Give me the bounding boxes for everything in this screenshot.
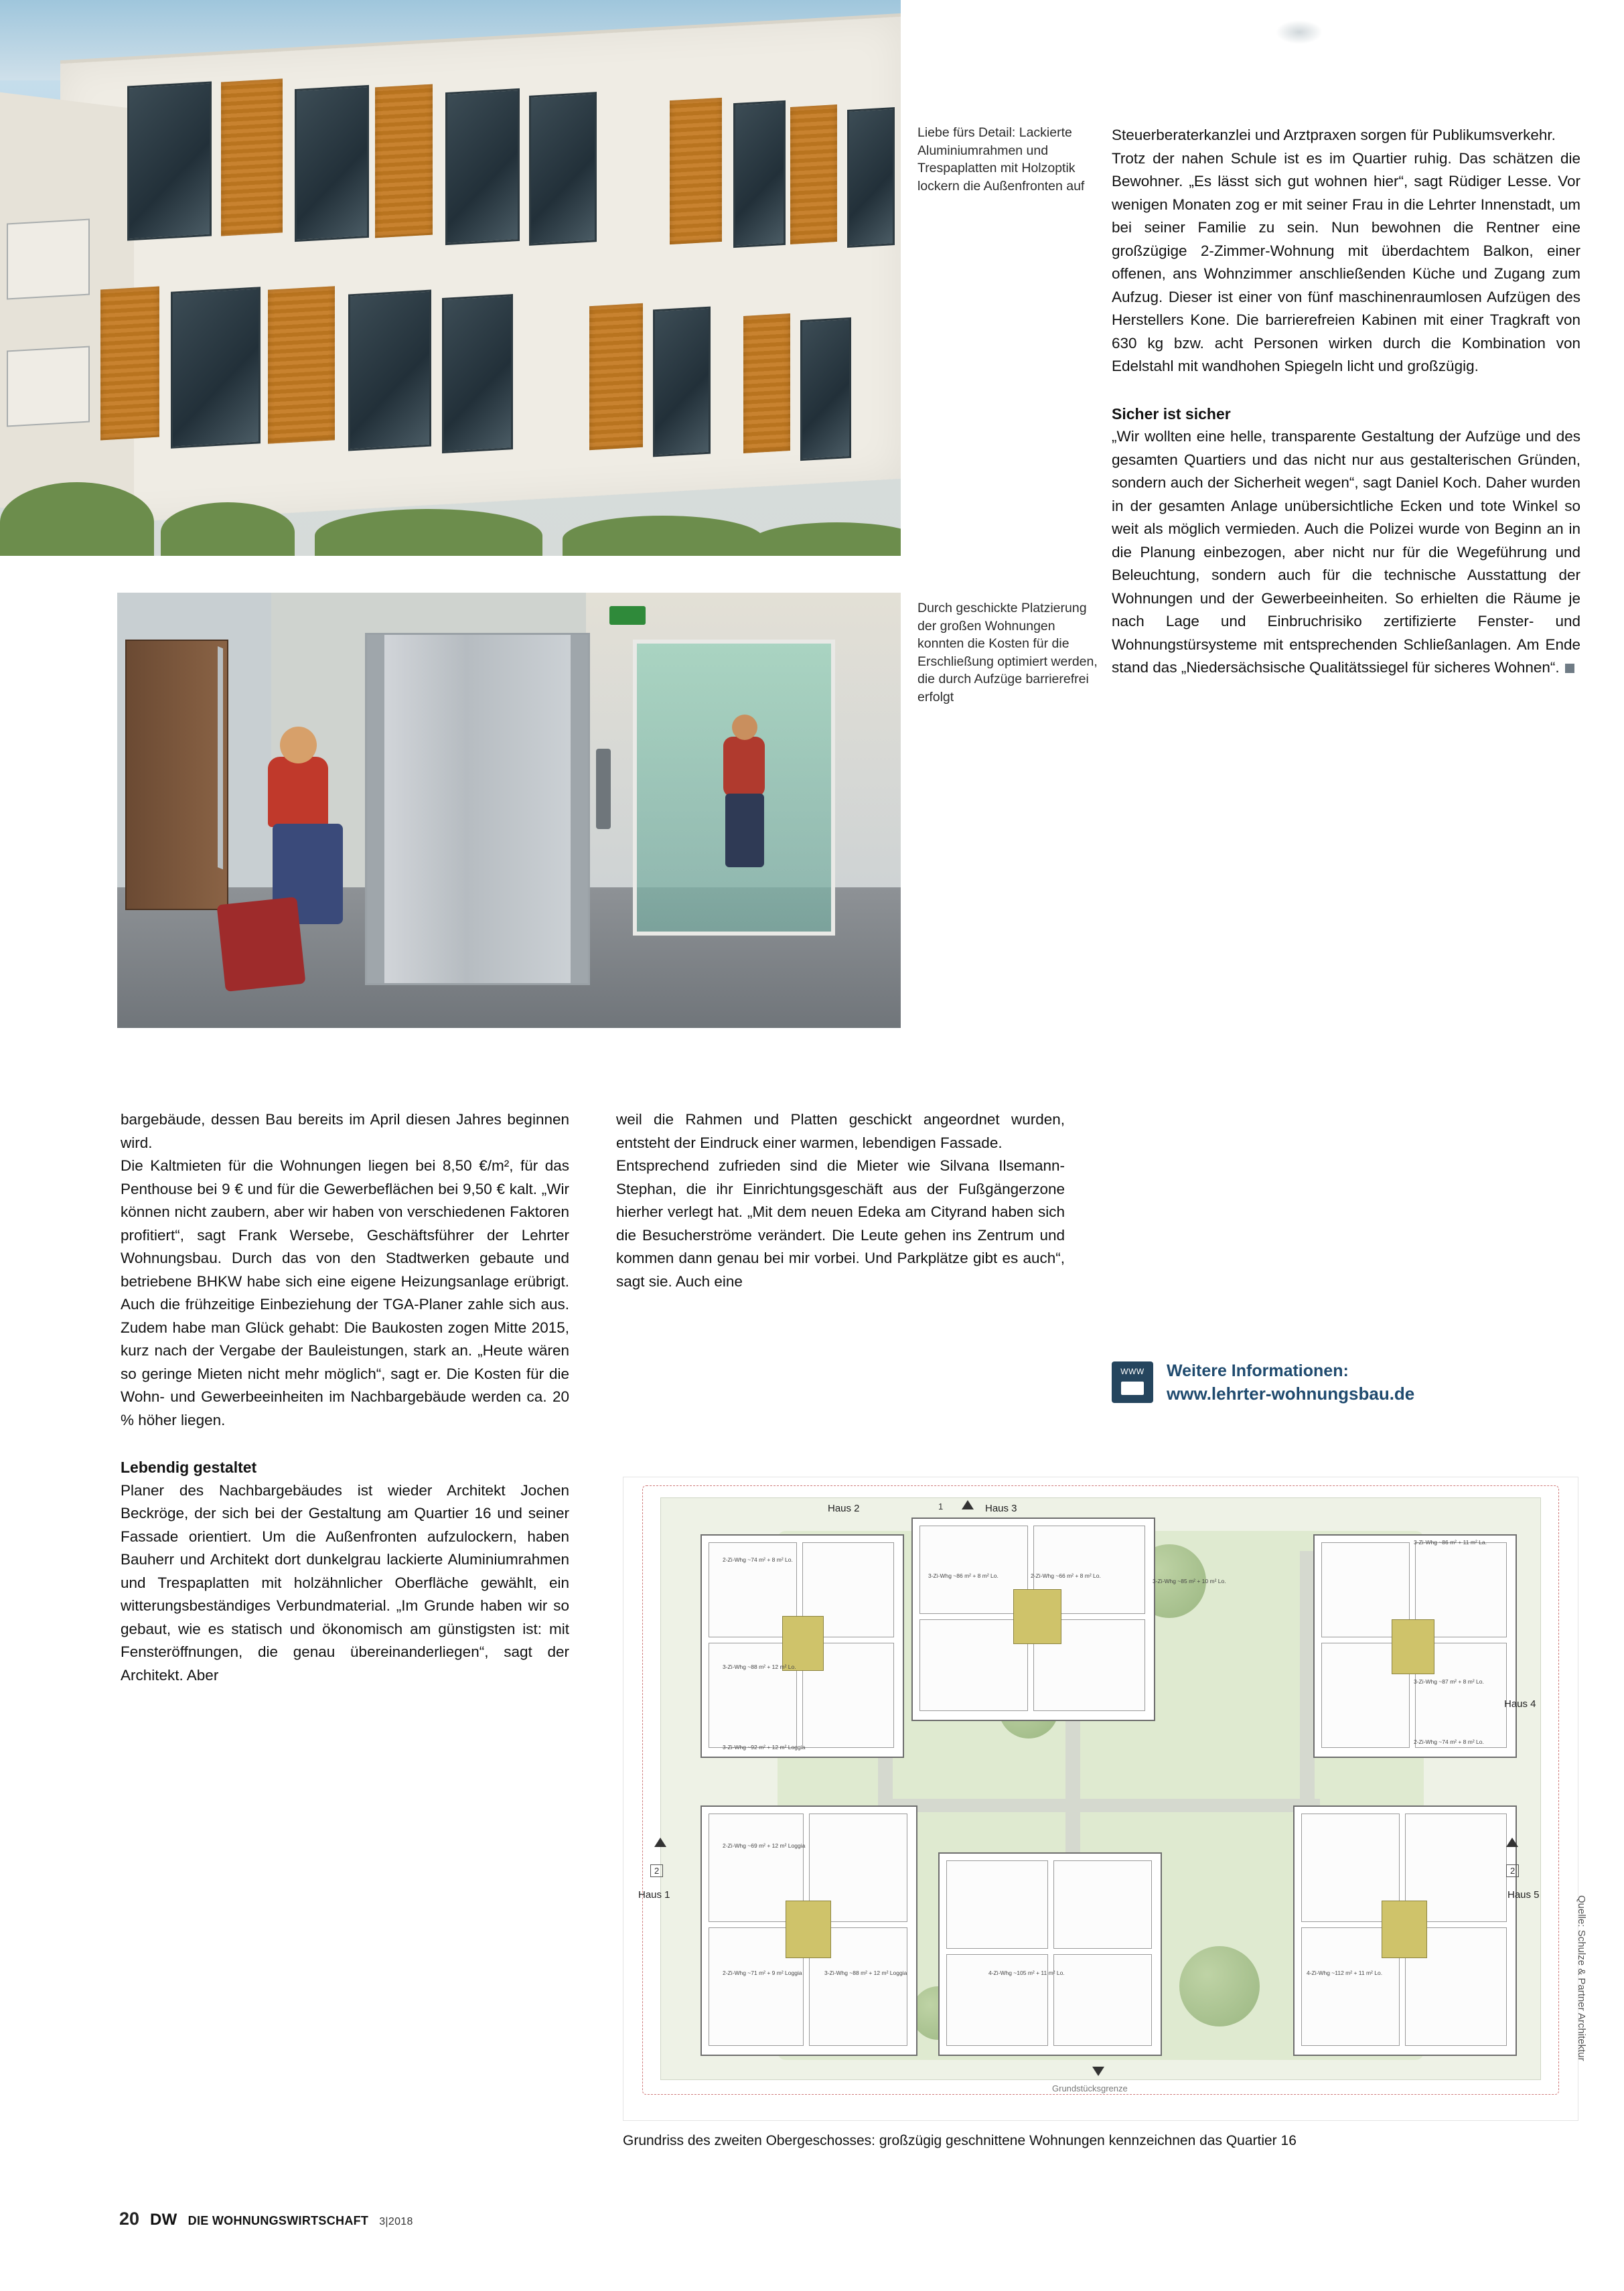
floorplan-unit <box>946 1954 1048 2046</box>
magazine-brand-subtitle: DIE WOHNUNGSWIRTSCHAFT <box>188 2214 369 2227</box>
floorplan-unit-label: 2-Zi-Whg ~71 m² + 9 m² Loggia <box>723 1970 802 1976</box>
photo-exit-sign <box>609 606 646 625</box>
floorplan-label-haus1: Haus 1 <box>638 1889 670 1901</box>
photo-balcony <box>7 219 90 300</box>
floorplan-unit-label: 3-Zi-Whg ~92 m² + 12 m² Loggia <box>723 1744 806 1751</box>
issue-number: 3|2018 <box>379 2216 413 2227</box>
floorplan-stair-core <box>1392 1619 1434 1674</box>
photo-balcony <box>7 346 90 427</box>
floorplan-unit-label: 2-Zi-Whg ~74 m² + 8 m² Lo. <box>1414 1739 1484 1745</box>
floorplan-unit-label: 4-Zi-Whg ~105 m² + 11 m² Lo. <box>988 1970 1065 1976</box>
floorplan-unit <box>919 1526 1028 1614</box>
floorplan-caption: Grundriss des zweiten Obergeschosses: großzügig geschnittene Wohnungen kennzeichnen das Quartier 16 <box>623 2133 1297 2148</box>
floorplan-unit-label: 2-Zi-Whg ~66 m² + 8 m² Lo. <box>1031 1572 1101 1579</box>
caption-detail: Liebe fürs Detail: Lackierte Aluminiumrahmen und Trespaplatten mit Holzoptik lockern die Außenfronten auf <box>917 125 1085 194</box>
paragraph: Trotz der nahen Schule ist es im Quartier ruhig. Das schätzen die Bewohner. „Es lässt sich gut wohnen hier“, sagt Rüdiger Lesse. Vor wenigen Monaten zog er mit seiner Frau in die Lehrter Innenstadt, um bei seiner Familie zu sein. Nun bewohnen die Rentner eine großzügige 2-Zimmer-Wohnung mit überdachtem Balkon, einer offenen, ans Wohnzimmer anschließenden Küche und Zugang zum Aufzug. Dieser ist einer von fünf maschinenraumlosen Aufzügen des Herstellers Kone. Die barrierefreien Kabinen mit einer Tragkraft von 630 kg bzw. acht Personen wirken durch die Kombination von Edelstahl mit wandhohen Spiegeln licht und großzügig. <box>1112 149 1580 374</box>
photo-lift-lobby <box>117 593 901 1028</box>
photo-person2-torso <box>723 737 765 797</box>
floorplan-unit-label: 2-Zi-Whg ~69 m² + 12 m² Loggia <box>723 1842 806 1849</box>
floorplan-marker: 2 <box>1506 1864 1519 1877</box>
floorplan-block-haus3 <box>911 1518 1155 1721</box>
photo-window <box>348 290 431 451</box>
photo-wood-panel <box>221 78 283 236</box>
floorplan-unit-label: 3-Zi-Whg ~85 m² + 10 m² Lo. <box>1153 1578 1226 1584</box>
photo-person2-head <box>732 715 757 740</box>
photo-wood-panel <box>100 287 159 441</box>
photo-window <box>653 307 711 457</box>
photo-shrub <box>161 502 295 556</box>
floorplan-path <box>878 1799 1320 1812</box>
info-box-text <box>1167 1359 1414 1405</box>
floorplan-direction-arrow <box>1092 2067 1104 2076</box>
www-icon <box>1112 1361 1153 1403</box>
floorplan-stair-core <box>782 1616 824 1671</box>
floorplan-unit-label: 3-Zi-Whg ~88 m² + 12 m² Lo. <box>723 1664 796 1670</box>
photo-wood-panel <box>790 104 837 244</box>
floorplan-stair-core <box>786 1901 831 1958</box>
photo-building-facade <box>0 0 901 556</box>
floorplan-unit <box>1053 1954 1152 2046</box>
photo-window <box>442 294 513 453</box>
paragraph: bargebäude, dessen Bau bereits im April diesen Jahres beginnen wird. <box>121 1111 569 1151</box>
page-number: 20 <box>119 2209 140 2229</box>
floorplan-unit <box>946 1860 1048 1949</box>
floorplan-drawing <box>623 1477 1578 2121</box>
paragraph: Entsprechend zufrieden sind die Mieter wie Silvana Ilsemann-Stephan, die ihr Einrichtungsgeschäft aus der Fußgängerzone hierher verlegt hat. „Mit dem neuen Edeka am Cityrand haben sich die Besucherströme verändert. Die Leute gehen ins Zentrum und kommen dann genau bei mir vorbei. Und Parkplätze gibt es auch“, sagt sie. Auch eine <box>616 1157 1065 1290</box>
floorplan-direction-arrow <box>962 1500 974 1509</box>
floorplan-block-haus2 <box>700 1534 904 1758</box>
caption-access: Durch geschickte Platzierung der großen Wohnungen konnten die Kosten für die Erschließung optimiert werden, die durch Aufzüge barrierefrei erfolgt <box>917 601 1098 705</box>
photo-person2-legs <box>725 794 764 867</box>
photo-lobby-apartment-door <box>125 640 228 910</box>
page-smudge <box>1276 20 1323 44</box>
photo-person-torso <box>268 757 328 827</box>
photo-wood-panel <box>743 313 790 453</box>
paragraph: Planer des Nachbargebäudes ist wieder Architekt Jochen Beckröge, der sich bei der Gestaltung am Quartier 16 und seiner Fassade orientiert. Um die Außenfronten aufzulockern, haben Bauherr und Architekt dort dunkelgrau lackierte Aluminiumrahmen und Trespaplatten mit holzähnlicher Oberfläche gewählt, ein witterungsbeständiges Verbundmaterial. „Im Grunde haben wir so gebaut, wie es statisch und ökonomisch am günstigsten ist: mit Fensteröffnungen, die genau übereinanderliegen“, sagt der Architekt. Aber <box>121 1481 569 1684</box>
page-footer <box>119 2209 413 2229</box>
floorplan-unit-label: 3-Zi-Whg ~87 m² + 8 m² Lo. <box>1414 1678 1484 1685</box>
photo-shrub <box>315 509 542 556</box>
floorplan-label-haus3: Haus 3 <box>985 1503 1017 1514</box>
photo-window <box>171 287 261 448</box>
paragraph <box>1112 425 1580 680</box>
photo-wood-panel <box>589 303 643 450</box>
floorplan-label-haus4: Haus 4 <box>1504 1698 1536 1710</box>
floorplan-label-haus2: Haus 2 <box>828 1503 860 1514</box>
floorplan-unit-label: 3-Zi-Whg ~86 m² + 11 m² La. <box>1414 1539 1487 1546</box>
photo-wood-panel <box>268 286 335 444</box>
floorplan-block-haus5 <box>1293 1805 1517 2056</box>
photo-window <box>295 85 369 242</box>
photo-wood-panel <box>375 84 433 238</box>
floorplan-block-center <box>938 1852 1162 2056</box>
paragraph: Steuerberaterkanzlei und Arztpraxen sorgen für Publikumsverkehr. <box>1112 127 1556 143</box>
floorplan-direction-arrow <box>1506 1838 1518 1847</box>
photo-person-head <box>280 727 317 763</box>
photo-shrub <box>750 522 901 556</box>
body-column-1 <box>121 1108 569 1687</box>
floorplan-block-haus4 <box>1313 1534 1517 1758</box>
floorplan-unit-label: 3-Zi-Whg ~86 m² + 8 m² Lo. <box>928 1572 999 1579</box>
floorplan-boundary-label: Grundstücksgrenze <box>1052 2083 1128 2093</box>
floorplan-unit-label: 4-Zi-Whg ~112 m² + 11 m² Lo. <box>1307 1970 1383 1976</box>
floorplan-marker: 2 <box>650 1864 663 1877</box>
photo-shrub <box>0 482 154 556</box>
photo-elevator-jamb <box>571 635 588 983</box>
photo-window <box>733 100 786 248</box>
subheading-sicher-ist-sicher: Sicher ist sicher <box>1112 404 1231 423</box>
photo-window <box>847 107 895 248</box>
floorplan-unit <box>919 1619 1028 1711</box>
magazine-brand: DW <box>150 2211 177 2229</box>
photo-suitcase <box>217 897 306 992</box>
photo-elevator <box>365 633 590 985</box>
floorplan-stair-core <box>1013 1589 1061 1644</box>
photo-window <box>529 92 597 246</box>
info-box-url[interactable]: www.lehrter-wohnungsbau.de <box>1167 1384 1415 1404</box>
subheading-lebendig-gestaltet: Lebendig gestaltet <box>121 1459 257 1476</box>
floorplan-tree <box>1179 1946 1260 2026</box>
body-column-2 <box>616 1108 1065 1293</box>
end-of-article-mark <box>1565 664 1574 673</box>
photo-elevator-jamb <box>367 635 384 983</box>
floorplan-unit-label: 2-Zi-Whg ~74 m² + 8 m² Lo. <box>723 1556 793 1563</box>
photo-window <box>445 88 520 245</box>
floorplan-label-haus5: Haus 5 <box>1507 1889 1540 1901</box>
floorplan-marker: 1 <box>938 1501 944 1511</box>
paragraph: Die Kaltmieten für die Wohnungen liegen bei 8,50 €/m², für das Penthouse bei 9 € und für die Gewerbeflächen bei 9,50 € kalt. „Wir können nicht zaubern, aber wir haben von verschiedenen Faktoren profitiert“, sagt Frank Wersebe, Geschäftsführer der Lehrter Wohnungsbau. Durch das von den Stadtwerken gebaute und betriebene BHKW habe sich eine eigene Heizungsanlage erübrigt. Auch die frühzeitige Einbeziehung der TGA-Planer zahle sich aus. Zudem habe man Glück gehabt: Die Baukosten zogen Mitte 2015, kurz nach der Vergabe der Bauleistungen, stark an. „Heute wären so geringe Mieten nicht mehr möglich“, sagt er. Die Kosten für die Wohn- und Gewerbeeinheiten im Nachbargebäude werden ca. 20 % höher liegen. <box>121 1157 569 1428</box>
floorplan-direction-arrow <box>654 1838 666 1847</box>
floorplan-stair-core <box>1382 1901 1427 1958</box>
paragraph: weil die Rahmen und Platten geschickt angeordnet wurden, entsteht der Eindruck einer warmen, lebendigen Fassade. <box>616 1111 1065 1151</box>
more-information-box[interactable] <box>1112 1359 1580 1405</box>
floorplan-unit <box>1053 1860 1152 1949</box>
paragraph-text: „Wir wollten eine helle, transparente Gestaltung der Aufzüge und des gesamten Quartiers und das nicht nur aus gestalterischen Gründen, sondern auch der Sicherheit wegen“, sagt Daniel Koch. Daher wurden in der gesamten Anlage unübersichtliche Ecken und tote Winkel so weit als möglich vermieden. Auch die Polizei wurde von Beginn an in die Planung einbezogen, aber nicht nur für die Wegeführung und Beleuchtung, sondern auch für die technische Ausstattung der Wohnungen und der Gewerbeeinheiten. So erhielten die Räume je nach Lage und Einbruchrisiko zertifizierte Fenster- und Wohnungstürsysteme mit entsprechenden Schließanlagen. Am Ende stand das „Niedersächsische Qualitätssiegel für sicheres Wohnen“. <box>1112 428 1580 676</box>
photo-credit: Quelle: Schulze & Partner Architektur <box>1576 1895 1587 2061</box>
body-column-3 <box>1112 124 1580 680</box>
photo-elevator-call-panel <box>596 749 611 829</box>
photo-window <box>800 317 851 461</box>
floorplan-unit-label: 3-Zi-Whg ~88 m² + 12 m² Loggia <box>824 1970 907 1976</box>
photo-shrub <box>563 516 763 556</box>
photo-wood-panel <box>670 98 722 244</box>
photo-window <box>127 81 212 240</box>
info-box-line1: Weitere Informationen: <box>1167 1361 1349 1380</box>
